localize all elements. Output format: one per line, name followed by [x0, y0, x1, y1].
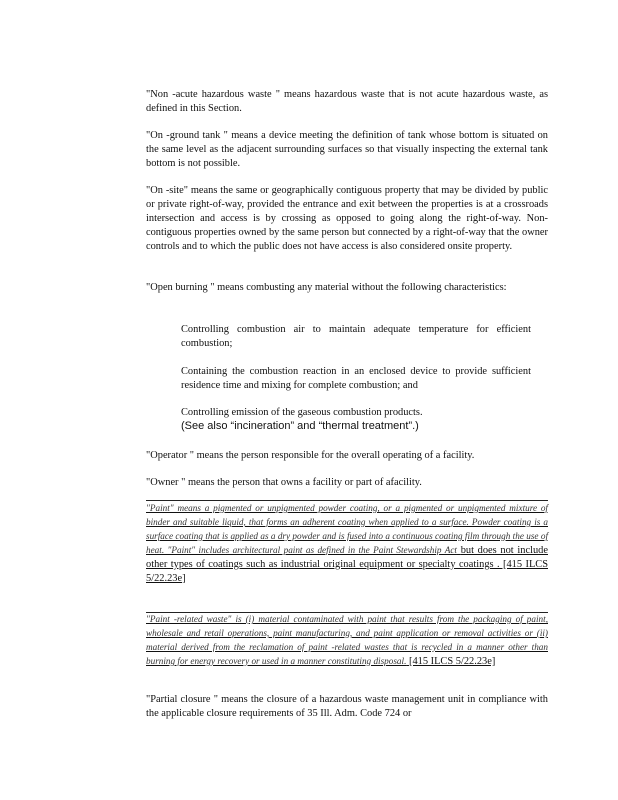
- open-burning-item-enclosed: Containing the combustion reaction in an enclosed device to provide sufficient residence time and mixing for complete combustion; and: [181, 366, 531, 391]
- paint-amended-text: "Paint" means a pigmented or unpigmented powder coating, or a pigmented or unpigmented mixture of binder and suitable liquid, that forms an adherent coating when applied to a surface. Powder coating is a surface coating that is applied as a dry powder and is fused into a continuous coating film through the use of heat. "Paint" includes architectural paint as defined in the Paint Stewardship Act: [146, 503, 548, 555]
- paint-related-citation: [415 ILCS 5/22.23e]: [408, 655, 496, 667]
- definition-paint-related-waste: [146, 613, 548, 669]
- amendment-rule-top: [146, 500, 548, 501]
- definition-partial-closure: "Partial closure " means the closure of a hazardous waste management unit in compliance with the applicable closure requirements of 35 Ill. Adm. Code 724 or: [146, 694, 548, 719]
- see-also-note: (See also “incineration” and “thermal treatment”.): [181, 420, 419, 432]
- definition-operator: "Operator " means the person responsible for the overall operating of a facility.: [146, 450, 475, 461]
- definition-open-burning: "Open burning " means combusting any material without the following characteristics:: [146, 282, 507, 293]
- paint-related-amended-text: "Paint -related waste" is (i) material contaminated with paint that results from the packaging of paint, wholesale and retail operations, paint manufacturing, and paint application or removal activities or (ii) material derived from the reclamation of paint -related wastes that is recycled in a manner other than burning for energy recovery or used in a manner constituting disposal.: [146, 614, 548, 666]
- definition-on-site: "On -site" means the same or geographically contiguous property that may be divided by public or private right-of-way, provided the entrance and exit between the properties is at a crossroads intersection and access is by crossing as opposed to going along the right-of-way. Non-contiguous properties owned by the same person but connected by a right-of-way that the owner controls and to which the public does not have access is also considered onsite property.: [146, 185, 548, 252]
- definition-on-ground-tank: "On -ground tank " means a device meeting the definition of tank whose bottom is situated on the same level as the adjacent surrounding surfaces so that visually inspecting the external tank bottom is not possible.: [146, 130, 548, 169]
- definition-owner: "Owner " means the person that owns a facility or part of afacility.: [146, 477, 422, 488]
- definition-paint: [146, 502, 548, 585]
- definition-non-acute-hazardous-waste: "Non -acute hazardous waste " means hazardous waste that is not acute hazardous waste, as defined in this Section.: [146, 89, 548, 114]
- open-burning-item-air: Controlling combustion air to maintain adequate temperature for efficient combustion;: [181, 324, 531, 349]
- open-burning-item-emission: Controlling emission of the gaseous combustion products.: [181, 407, 423, 418]
- paint-amended-tail: but does not include other types of coatings such as industrial original equipment or specialty coatings . [415 ILCS 5/22.23e]: [146, 544, 548, 584]
